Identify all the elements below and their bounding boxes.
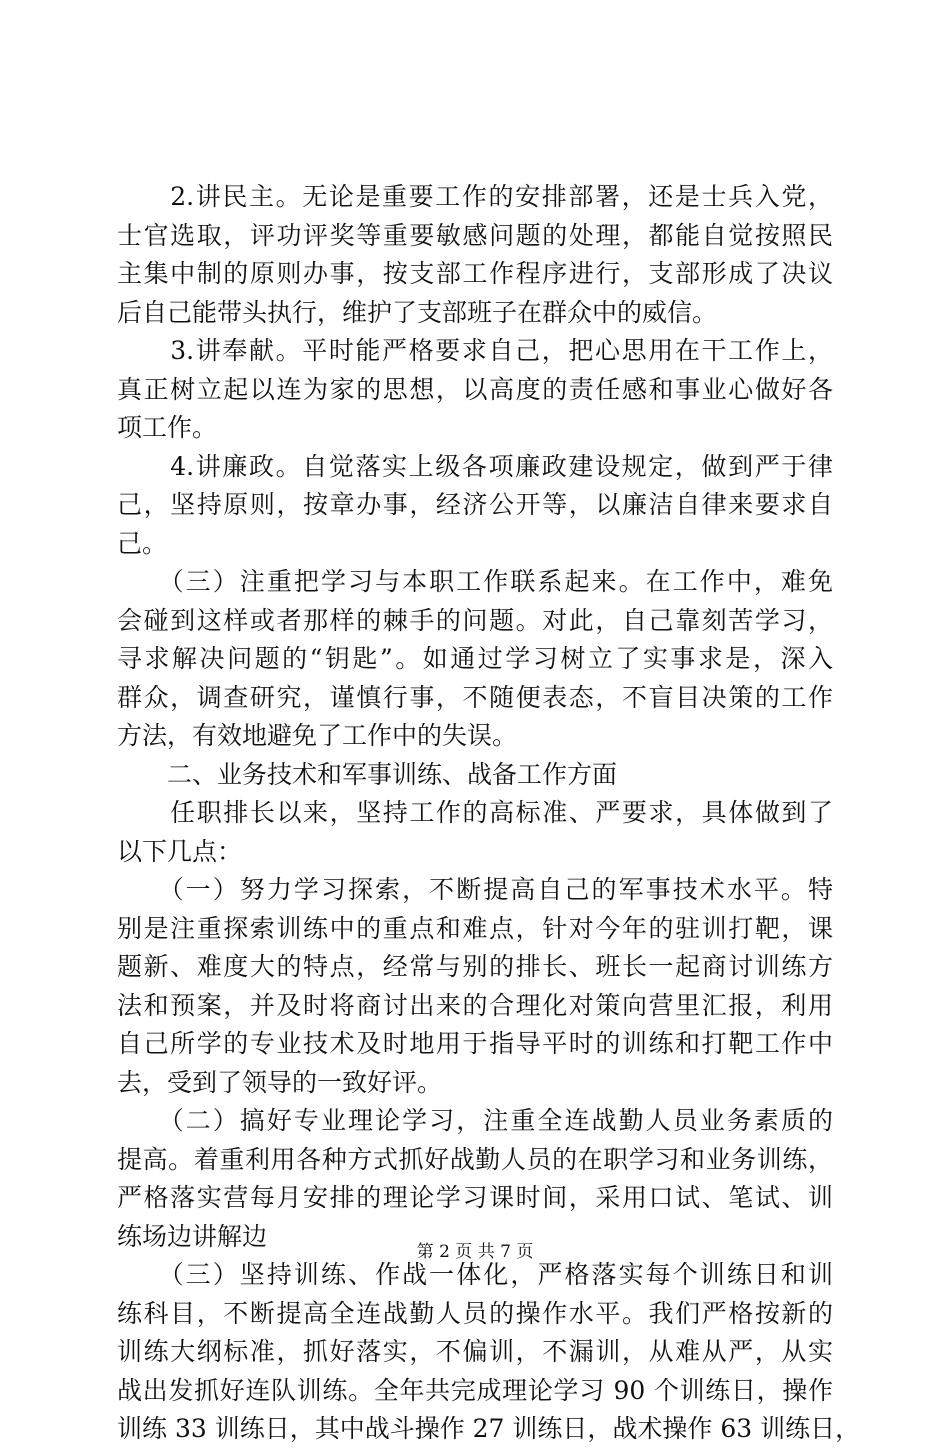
text-line: 练科目，不断提高全连战勤人员的操作水平。我们严格按新的	[117, 1298, 833, 1328]
text-line: 战出发抓好连队训练。全年共完成理论学习 90 个训练日，操作	[117, 1375, 833, 1405]
text-line: 会碰到这样或者那样的棘手的问题。对此，自己靠刻苦学习，	[117, 605, 833, 635]
text-line: 训练大纲标准，抓好落实，不偏训，不漏训，从难从严，从实	[117, 1337, 833, 1366]
text-line: 项工作。	[117, 413, 218, 442]
text-line: 己。	[117, 528, 168, 558]
text-line: （二）搞好专业理论学习，注重全连战勤人员业务素质的	[117, 1106, 833, 1135]
text-line: 4.讲廉政。自觉落实上级各项廉政建设规定，做到严于律	[117, 451, 833, 481]
text-line: 严格落实营每月安排的理论学习课时间，采用口试、笔试、训	[117, 1183, 833, 1212]
text-line: （三）注重把学习与本职工作联系起来。在工作中，难免	[117, 567, 833, 596]
text-line: 去，受到了领导的一致好评。	[117, 1067, 443, 1097]
text-line: 方法，有效地避免了工作中的失误。	[117, 721, 518, 750]
text-line: 别是注重探索训练中的重点和难点，针对今年的驻训打靶，课	[117, 913, 833, 943]
text-line: 主集中制的原则办事，按支部工作程序进行，支部形成了决议	[117, 259, 833, 288]
text-line: 2.讲民主。无论是重要工作的安排部署，还是士兵入党，	[117, 182, 833, 211]
text-line: 寻求解决问题的“钥匙”。如通过学习树立了实事求是，深入	[117, 644, 833, 673]
text-line: 自己所学的专业技术及时地用于指导平时的训练和打靶工作中	[117, 1029, 833, 1058]
text-line: 任职排长以来，坚持工作的高标准、严要求，具体做到了	[117, 798, 833, 827]
text-line: 二、业务技术和军事训练、战备工作方面	[117, 759, 618, 789]
text-line: 士官选取，评功评奖等重要敏感问题的处理，都能自觉按照民	[117, 220, 833, 250]
text-line: 3.讲奉献。平时能严格要求自己，把心思用在干工作上，	[117, 336, 833, 365]
text-line: 训练 33 训练日，其中战斗操作 27 训练日，战术操作 63 训练日，	[117, 1414, 861, 1443]
text-line: 真正树立起以连为家的思想，以高度的责任感和事业心做好各	[117, 374, 833, 404]
text-line: 己，坚持原则，按章办事，经济公开等，以廉洁自律来要求自	[117, 490, 833, 519]
text-line: 以下几点：	[117, 836, 243, 866]
text-line: （一）努力学习探索，不断提高自己的军事技术水平。特	[117, 875, 833, 904]
page-footer: 第 2 页 共 7 页	[416, 1242, 534, 1262]
text-line: 练场边讲解边	[117, 1221, 268, 1251]
text-line: 法和预案，并及时将商讨出来的合理化对策向营里汇报，利用	[117, 990, 833, 1020]
text-line: 群众，调查研究，谨慎行事，不随便表态，不盲目决策的工作	[117, 682, 833, 712]
text-line: 题新、难度大的特点，经常与别的排长、班长一起商讨训练方	[117, 952, 833, 981]
text-line: 提高。着重利用各种方式抓好战勤人员的在职学习和业务训练，	[117, 1144, 833, 1174]
text-line: 后自己能带头执行，维护了支部班子在群众中的威信。	[117, 297, 718, 327]
text-line: （三）坚持训练、作战一体化，严格落实每个训练日和训	[117, 1260, 833, 1289]
